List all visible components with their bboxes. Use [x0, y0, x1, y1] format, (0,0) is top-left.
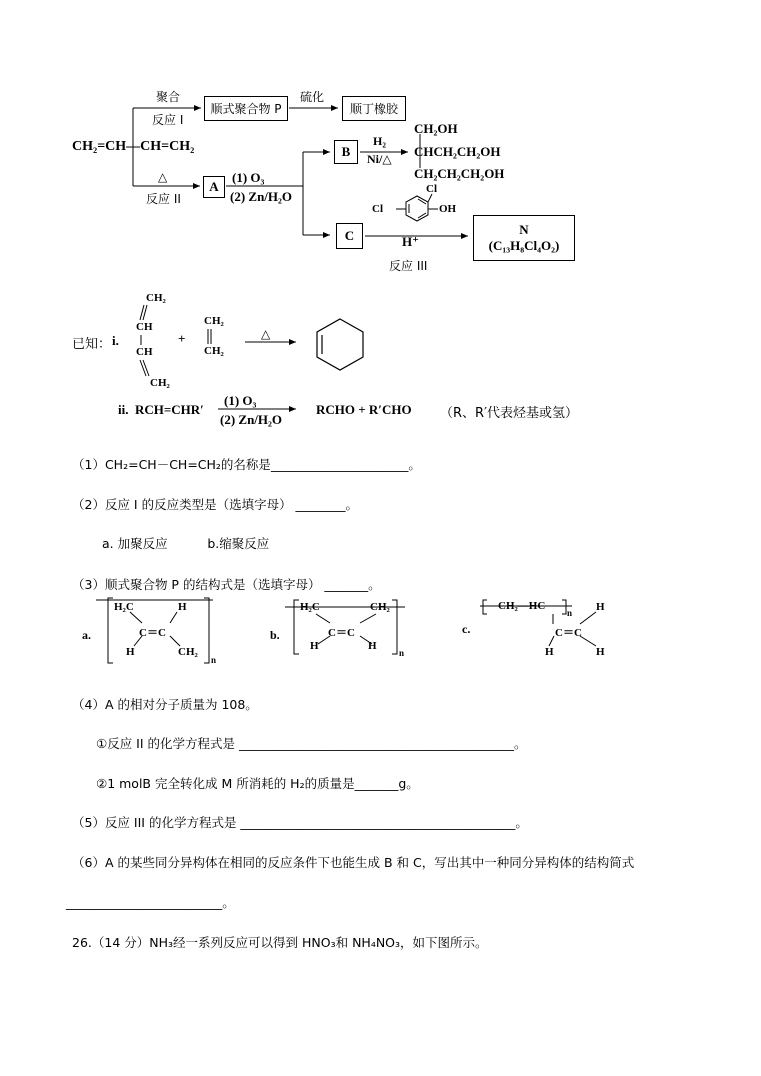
question-1: （1）CH₂=CH－CH=CH₂的名称是______________________。 [72, 457, 421, 472]
ethylene-ch2-bottom: CH₂ [204, 345, 224, 357]
phenol-oh: OH [439, 203, 457, 215]
arrow-label-heat: △ [158, 170, 168, 184]
arrow-label-polymerization: 聚合 [156, 90, 181, 104]
q3a-n: n [211, 655, 217, 665]
known-ii-product: RCHO + R′CHO [316, 402, 412, 417]
arrow-label-reaction-iii: 反应 III [389, 259, 428, 273]
plus-sign: + [178, 331, 186, 346]
question-4-2: ②1 molB 完全转化成 M 所消耗的 H₂的质量是_______g。 [96, 776, 419, 791]
question-26: 26.（14 分）NH₃经一系列反应可以得到 HNO₃和 NH₄NO₃，如下图所示。 [72, 935, 488, 950]
box-n-label: N [519, 222, 529, 237]
box-a: A [203, 176, 225, 198]
q3c-chain: CH₂—HC [498, 600, 546, 612]
question-2-options: a. 加聚反应 b.缩聚反应 [102, 536, 270, 551]
phenol-cl-left: Cl [372, 203, 383, 215]
question-4-1: ①反应 II 的化学方程式是 ____________________________________________。 [96, 736, 527, 751]
known-label: 已知： [72, 337, 112, 352]
box-c: C [336, 223, 363, 249]
q3-option-b: b. [270, 628, 280, 642]
q3a-ch2: CH₂ [178, 646, 198, 658]
diene-ch-1: CH [136, 321, 153, 333]
known-ii-cond2: (2) Zn/H₂O [220, 412, 283, 427]
q3c-h-left: H [545, 646, 554, 658]
known-ii-marker: ii. [118, 402, 129, 417]
q3c-n: n [567, 608, 573, 618]
q3-option-c: c. [462, 622, 471, 636]
known-ii-cond1: (1) O₃ [224, 393, 257, 408]
question-3: （3）顺式聚合物 P 的结构式是（选填字母） _______。 [72, 577, 381, 592]
known-ii-reactant: RCH=CHR′ [135, 402, 204, 417]
box-n-formula: (C₁₃H₈Cl₄O₂) [488, 238, 560, 253]
phenol-cl-top: Cl [426, 183, 437, 195]
known-ii-note: （R、R′代表烃基或氢） [440, 406, 579, 421]
ethylene-ch2-top: CH₂ [204, 315, 224, 327]
q3c-h-right: H [596, 646, 605, 658]
reagent-h-plus: H⁺ [402, 234, 419, 249]
arrow-heat-i: △ [261, 327, 271, 341]
q3-option-a: a. [82, 628, 91, 642]
q3b-n: n [399, 648, 405, 658]
question-4: （4）A 的相对分子质量为 108。 [72, 697, 258, 712]
box-rubber: 顺丁橡胶 [342, 96, 406, 121]
q3c-h-top: H [596, 601, 605, 613]
q3a-cc: C＝C [139, 627, 166, 639]
box-n [473, 215, 575, 261]
q3b-h-right: H [368, 640, 377, 652]
q3b-cc: C＝C [328, 627, 355, 639]
ozone-step-2: (2) Zn/H₂O [230, 189, 293, 204]
question-5: （5）反应 III 的化学方程式是 ____________________________________________。 [72, 815, 528, 830]
q3a-h-top: H [178, 601, 187, 613]
arrow-label-reaction-i: 反应 I [152, 113, 184, 127]
triol-mid: CHCH₂CH₂OH [414, 144, 501, 159]
ozone-step-1: (1) O₃ [232, 170, 265, 185]
q3b-ch2: CH₂ [370, 601, 390, 613]
known-i-marker: i. [112, 333, 119, 348]
box-b: B [334, 140, 358, 164]
q3a-h-bottom: H [126, 646, 135, 658]
reagent-h2: H₂ [373, 134, 386, 148]
triol-bottom: CH₂CH₂CH₂OH [414, 166, 505, 181]
arrow-label-reaction-ii: 反应 II [146, 192, 181, 206]
triol-top: CH₂OH [414, 121, 458, 136]
reagent-ni-heat: Ni/△ [367, 152, 392, 166]
question-6: （6）A 的某些同分异构体在相同的反应条件下也能生成 B 和 C，写出其中一种同分异构体的结构简式 [72, 855, 635, 870]
diene-ch-2: CH [136, 346, 153, 358]
diene-ch2-top: CH₂ [146, 292, 166, 304]
question-2: （2）反应 I 的反应类型是（选填字母） ________。 [72, 497, 359, 512]
diene-ch2-bottom: CH₂ [150, 377, 170, 389]
q3c-cc: C＝C [555, 627, 582, 639]
box-polymer-p: 顺式聚合物 P [204, 96, 288, 121]
arrow-label-vulcanization: 硫化 [300, 90, 325, 104]
q3a-h2c: H₂C [114, 601, 134, 613]
q3b-h-left: H [310, 640, 319, 652]
butadiene-formula: CH₂=CH—CH=CH₂ [72, 139, 195, 154]
question-6-blank: _________________________。 [66, 895, 235, 910]
q3b-h2c: H₂C [300, 601, 320, 613]
